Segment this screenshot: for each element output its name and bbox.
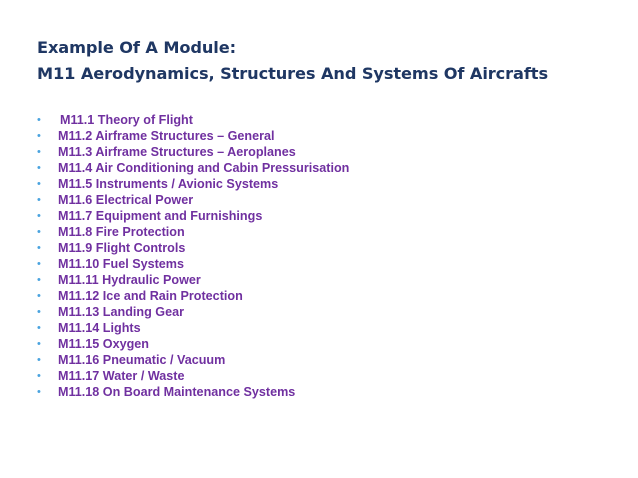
list-item <box>37 352 597 368</box>
list-item <box>37 112 597 128</box>
bullet-icon: • <box>37 242 41 254</box>
bullet-icon: • <box>37 162 41 174</box>
list-item <box>37 192 597 208</box>
list-item <box>37 320 597 336</box>
list-item-label: M11.4 Air Conditioning and Cabin Pressurisation <box>58 161 350 175</box>
list-item-label: M11.8 Fire Protection <box>58 225 185 239</box>
list-item-label: M11.10 Fuel Systems <box>58 257 185 271</box>
list-item-label: M11.18 On Board Maintenance Systems <box>58 385 296 399</box>
list-item <box>37 304 597 320</box>
bullet-icon: • <box>37 178 41 190</box>
list-item-label: M11.7 Equipment and Furnishings <box>58 209 263 223</box>
bullet-icon: • <box>37 258 41 270</box>
bullet-icon: • <box>37 114 41 126</box>
list-item <box>37 336 597 352</box>
list-item <box>37 208 597 224</box>
list-item-label: M11.6 Electrical Power <box>58 193 194 207</box>
list-item-label: M11.16 Pneumatic / Vacuum <box>58 353 226 367</box>
list-item <box>37 240 597 256</box>
slide-title <box>37 35 627 87</box>
list-item-label: M11.15 Oxygen <box>58 337 150 351</box>
list-item-label: M11.1 Theory of Flight <box>60 113 193 127</box>
list-item <box>37 288 597 304</box>
bullet-icon: • <box>37 354 41 366</box>
list-item-label: M11.12 Ice and Rain Protection <box>58 289 243 303</box>
list-item-label: M11.13 Landing Gear <box>58 305 184 319</box>
list-item <box>37 256 597 272</box>
bullet-icon: • <box>37 370 41 382</box>
list-item-label: M11.11 Hydraulic Power <box>58 273 201 287</box>
title-line-2: M11 Aerodynamics, Structures And Systems Of Aircrafts <box>37 64 548 83</box>
bullet-icon: • <box>37 194 41 206</box>
bullet-icon: • <box>37 210 41 222</box>
list-item <box>37 160 597 176</box>
bullet-icon: • <box>37 146 41 158</box>
list-item-label: M11.14 Lights <box>58 321 141 335</box>
bullet-icon: • <box>37 338 41 350</box>
bullet-icon: • <box>37 386 41 398</box>
list-item-label: M11.5 Instruments / Avionic Systems <box>58 177 279 191</box>
list-item <box>37 128 597 144</box>
list-item <box>37 368 597 384</box>
list-item-label: M11.2 Airframe Structures – General <box>58 129 275 143</box>
title-line-1: Example Of A Module: <box>37 38 236 57</box>
list-item <box>37 384 597 400</box>
list-item <box>37 224 597 240</box>
list-item-label: M11.17 Water / Waste <box>58 369 185 383</box>
bullet-icon: • <box>37 290 41 302</box>
list-item <box>37 176 597 192</box>
module-list <box>37 112 597 400</box>
bullet-icon: • <box>37 226 41 238</box>
list-item-label: M11.3 Airframe Structures – Aeroplanes <box>58 145 296 159</box>
list-item <box>37 144 597 160</box>
list-item <box>37 272 597 288</box>
list-item-label: M11.9 Flight Controls <box>58 241 186 255</box>
bullet-icon: • <box>37 130 41 142</box>
bullet-icon: • <box>37 322 41 334</box>
bullet-icon: • <box>37 274 41 286</box>
bullet-icon: • <box>37 306 41 318</box>
